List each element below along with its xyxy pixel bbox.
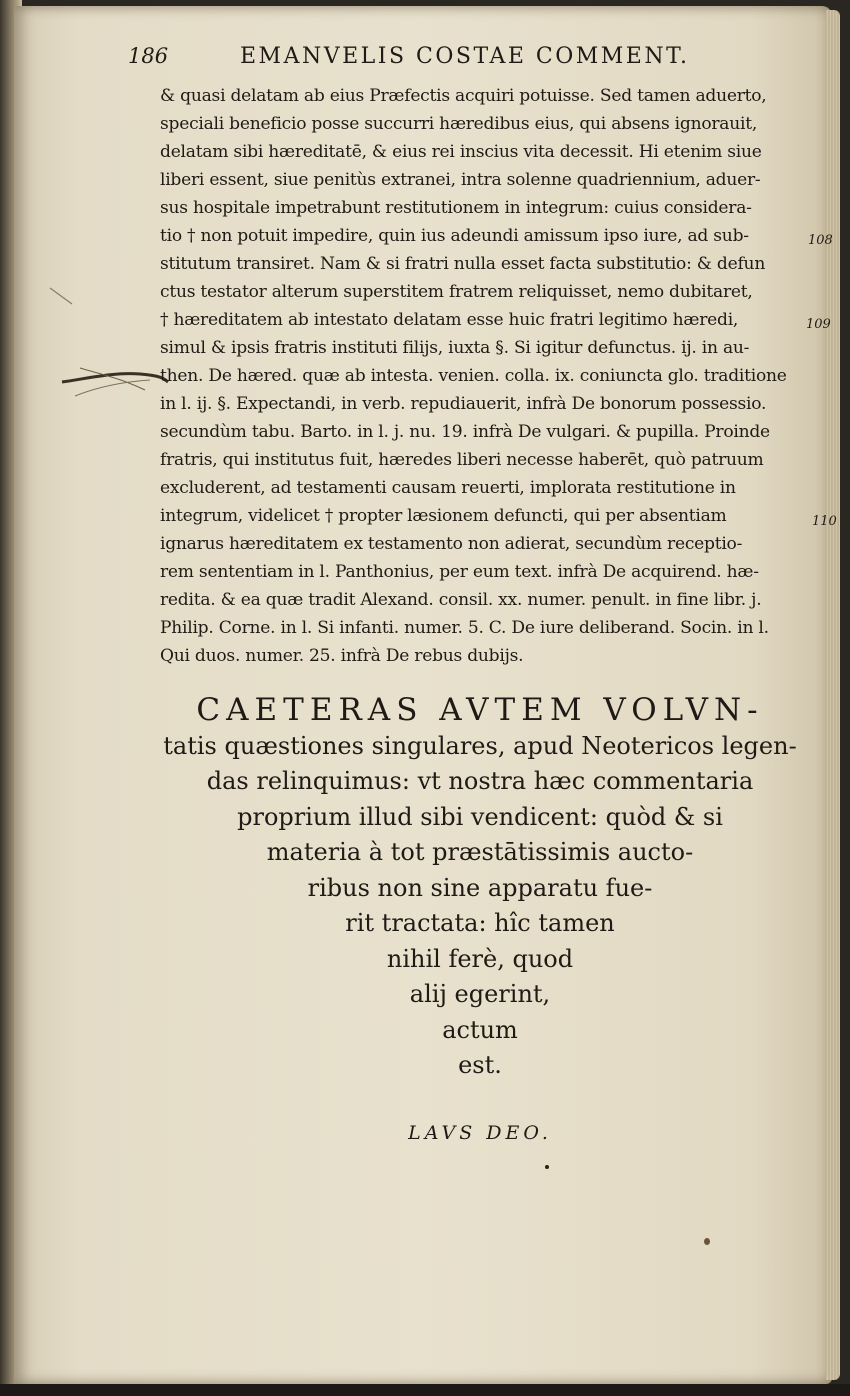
colophon-line: das relinquimus: vt nostra hæc commentaria xyxy=(206,767,754,795)
text-line: rem sententiam in l. Panthonius, per eum text. infrà De acquirend. hæ- xyxy=(160,562,759,582)
margin-pen-stroke xyxy=(60,360,170,400)
text-line: ignarus hæreditatem ex testamento non adierat, secundùm receptio- xyxy=(160,534,743,554)
text-line: tio † non potuit impedire, quin ius adeundi amissum ipso iure, ad sub- xyxy=(160,226,749,246)
ink-speck xyxy=(704,1238,710,1245)
colophon-line: ribus non sine apparatu fue- xyxy=(307,873,653,902)
margin-tick-mark xyxy=(48,286,78,308)
text-line: excluderent, ad testamenti causam reuerti, implorata restitutione in xyxy=(160,478,736,498)
text-line: redita. & ea quæ tradit Alexand. consil. xx. numer. penult. in fine libr. j. xyxy=(160,590,762,610)
colophon-line: proprium illud sibi vendicent: quòd & si xyxy=(237,802,723,831)
closing-laus-deo: LAVS DEO. xyxy=(408,1122,552,1144)
ink-speck xyxy=(545,1165,549,1169)
text-line: liberi essent, siue penitùs extranei, intra solenne quadriennium, aduer- xyxy=(160,170,761,190)
colophon-line: rit tractata: hîc tamen xyxy=(345,909,615,937)
text-line: Qui duos. numer. 25. infrà De rebus dubijs. xyxy=(160,646,524,666)
page-number: 186 xyxy=(128,44,169,68)
colophon-block xyxy=(150,693,810,1084)
running-head: EMANVELIS COSTAE COMMENT. xyxy=(240,44,690,69)
page-edges xyxy=(826,10,840,1380)
text-line: sus hospitale impetrabunt restitutionem in integrum: cuius considera- xyxy=(160,198,752,218)
text-line: speciali beneficio posse succurri hæredibus eius, qui absens ignorauit, xyxy=(160,114,758,134)
text-line: † hæreditatem ab intestato delatam esse huic fratri legitimo hæredi, xyxy=(160,310,739,330)
text-line: then. De hæred. quæ ab intesta. venien. colla. ix. coniuncta glo. traditione xyxy=(160,366,787,386)
text-line: stitutum transiret. Nam & si fratri nulla esset facta substitutio: & defun xyxy=(160,254,766,274)
margin-note-number: 110 xyxy=(812,514,837,529)
colophon-line: nihil ferè, quod xyxy=(386,944,574,973)
text-line: ctus testator alterum superstitem fratrem reliquisset, nemo dubitaret, xyxy=(160,282,753,302)
margin-note-number: 108 xyxy=(808,233,833,248)
body-text-block xyxy=(160,82,820,670)
text-line: & quasi delatam ab eius Præfectis acquiri potuisse. Sed tamen aduerto, xyxy=(160,86,767,106)
colophon-line: tatis quæstiones singulares, apud Neotericos legen- xyxy=(163,731,797,760)
colophon-line: alij egerint, xyxy=(409,980,551,1008)
colophon-line: CAETERAS AVTEM VOLVN- xyxy=(196,692,764,728)
margin-note-number: 109 xyxy=(806,317,831,332)
text-line: simul & ipsis fratris instituti filijs, iuxta §. Si igitur defunctus. ij. in au- xyxy=(160,338,750,358)
text-line: fratris, qui institutus fuit, hæredes liberi necesse haberēt, quò patruum xyxy=(160,450,764,470)
text-line: Philip. Corne. in l. Si infanti. numer. 5. C. De iure deliberand. Socin. in l. xyxy=(160,618,769,638)
text-line: secundùm tabu. Barto. in l. j. nu. 19. infrà De vulgari. & pupilla. Proinde xyxy=(160,422,770,442)
scan-border xyxy=(0,1384,850,1396)
colophon-line: materia à tot præstātissimis aucto- xyxy=(266,838,694,866)
text-line: integrum, videlicet † propter læsionem defuncti, qui per absentiam xyxy=(160,506,727,526)
text-line: in l. ij. §. Expectandi, in verb. repudiauerit, infrà De bonorum possessio. xyxy=(160,394,767,414)
text-line: delatam sibi hæreditatē, & eius rei inscius vita decessit. Hi etenim siue xyxy=(160,142,762,162)
colophon-line: est. xyxy=(458,1051,502,1079)
colophon-line: actum xyxy=(442,1015,518,1044)
